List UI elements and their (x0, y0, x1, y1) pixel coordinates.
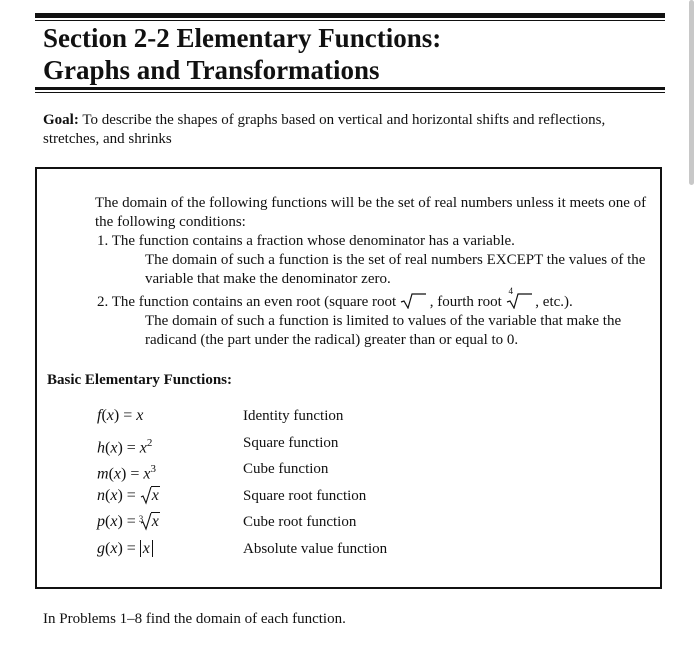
cube-root-formula-icon: p(x) = 3 x (97, 513, 159, 530)
condition-2-text-a: 2. The function contains an even root (square root (97, 294, 400, 310)
square-root-formula-icon: n(x) = x (97, 486, 159, 504)
condition-2 (97, 286, 662, 312)
condition-1: 1. The function contains a fraction whose denominator has a variable. (97, 233, 515, 249)
function-row-absolute-value (97, 538, 517, 565)
function-row-cube (97, 458, 517, 485)
domain-intro: The domain of the following functions will be the set of real numbers unless it meets one of the following conditions: (95, 195, 647, 230)
basic-functions-heading: Basic Elementary Functions: (47, 372, 232, 388)
goal-text: To describe the shapes of graphs based on vertical and horizontal shifts and reflections, stretches, and shrinks (43, 112, 606, 147)
condition-2-detail: The domain of such a function is limited to values of the variable that make the radicand (the part under the radical) greater than or equal to 0. (145, 313, 622, 348)
vertical-scrollbar[interactable] (689, 0, 694, 185)
absolute-value-formula-icon: g(x) = x (97, 538, 153, 560)
title-rule-top-thin (35, 20, 665, 21)
goal-label: Goal: (43, 112, 79, 128)
function-row-square-root (97, 485, 517, 512)
function-row-square (97, 432, 517, 459)
function-name: Square root function (243, 487, 367, 504)
problems-instruction: In Problems 1–8 find the domain of each function. (43, 611, 346, 627)
title-line-1: Section 2-2 Elementary Functions: (43, 23, 442, 53)
goal-statement (43, 111, 643, 149)
page-title (43, 22, 441, 86)
fourth-root-symbol-icon (506, 286, 532, 307)
fourth-root-index: 4 (508, 286, 514, 296)
function-name: Cube root function (243, 514, 357, 530)
identity-formula-icon: f(x) = x (97, 407, 144, 424)
condition-1-detail: The domain of such a function is the set of real numbers EXCEPT the values of the variable that make the denominator zero. (145, 252, 646, 287)
title-line-2: Graphs and Transformations (43, 55, 380, 85)
cube-formula-icon: $m(x) = x^3$ (97, 463, 156, 483)
function-name: Cube function (243, 461, 329, 477)
function-name: Square function (243, 434, 339, 451)
title-rule-top (35, 13, 665, 18)
square-root-symbol-icon (400, 293, 426, 307)
function-name: Absolute value function (243, 540, 388, 557)
condition-2-text-c: , etc.). (531, 294, 573, 310)
basic-functions-list (97, 405, 517, 564)
square-formula-icon: $h(x) = x^2$ (97, 436, 153, 456)
function-name: Identity function (243, 408, 344, 424)
condition-2-text-b: , fourth root (425, 294, 506, 310)
title-rule-bottom-thin (35, 92, 665, 93)
function-row-identity (97, 405, 517, 432)
function-row-cube-root (97, 511, 517, 538)
title-rule-bottom (35, 87, 665, 90)
